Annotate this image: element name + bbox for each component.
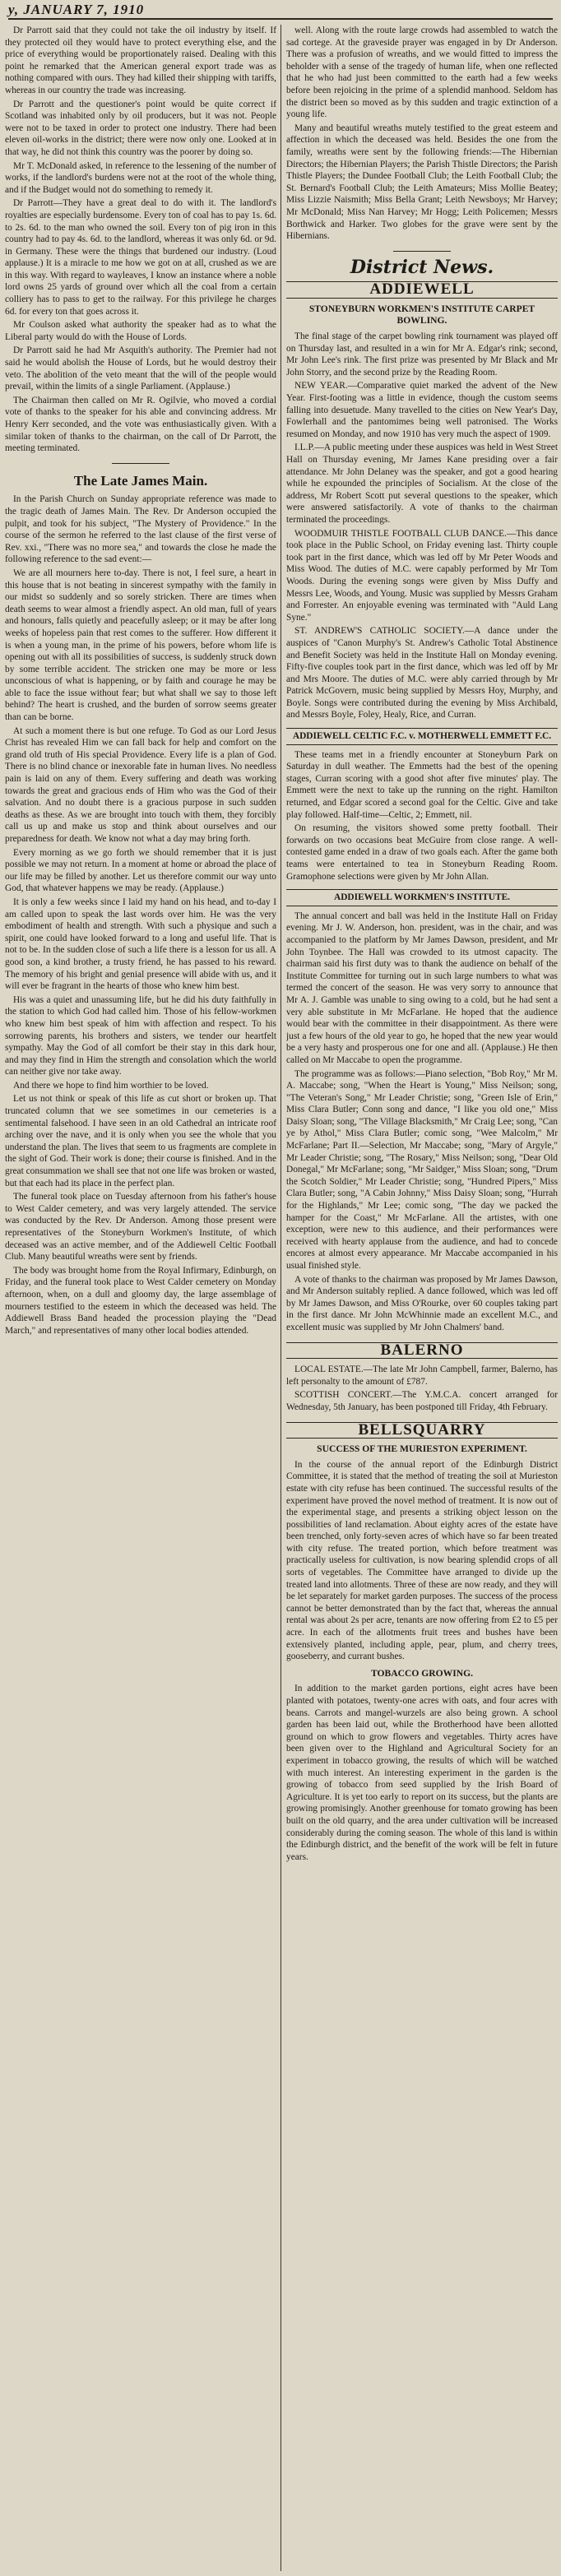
article-paragraph: The body was brought home from the Royal Infirmary, Edinburgh, on Friday, and the funeral took place to West Calder cemetery on Monday afternoon, when, on a dull and gloomy day, the large assemblage of mourners testified to the esteem in which the deceased was held. The Addiewell Brass Band headed the procession playing the "Dead March," and representatives of many other local bodies attended. xyxy=(5,1265,276,1336)
place-heading-balerno: BALERNO xyxy=(286,1342,558,1360)
subheading-celtic-match: ADDIEWELL CELTIC F.C. v. MOTHERWELL EMMETT F.C. xyxy=(286,728,558,745)
article-paragraph: It is only a few weeks since I laid my hand on his head, and to-day I am called upon to speak the last words over him. He was the very embodiment of health and strength. With such a physique and such a spirit, one could have looked forward to a long and useful life. That is not to be. In the sudden close of such a life there is a lesson for us all. A good son, a kind brother, a trusty friend, he has passed to his reward. The memory of his bright and genial presence will abide with us, and it will ever be fragrant in the hearts of those who knew him best. xyxy=(5,897,276,992)
article-paragraph: Mr Coulson asked what authority the speaker had as to what the Liberal party would do with the House of Lords. xyxy=(5,320,276,342)
right-column xyxy=(286,25,558,2573)
article-heading-late-james-main: The Late James Main. xyxy=(73,472,208,489)
article-paragraph: LOCAL ESTATE.—The late Mr John Campbell, farmer, Balerno, has left personalty to the amount of £787. xyxy=(286,1364,558,1387)
article-paragraph: In the course of the annual report of the Edinburgh District Committee, it is stated that the method of treating the soil at Murieston estate with city refuse has been continued. The successful results of the experiment have proved the novel method of treatment. It is now out of the experimental stage, and presents a striking object lesson on the possibilities of land reclamation. About eighty acres of the estate have been trenched, only forty-seven acres of which have so far been treated with city refuse. The treated portion, which before treatment was practically useless for cultivation, is now bearing splendid crops of all sorts of vegetables. The Committee have arranged to divide up the treated land into allotments. Three of these are now ready, and they will be let separately for market garden purposes. The success of the process cannot be better demonstrated than by the fact that, whereas the annual rental was about 2s per acre, tenants are now offering from £2 to £5 per acre. In each of the allotments fruit trees and bushes have been extensively planted, including apple, pear, plum, and cherry trees, gooseberry, and currant bushes. xyxy=(286,1459,558,1662)
article-paragraph: Dr Parrott and the questioner's point would be quite correct if Scotland was inhabited only by oil producers, but it was not. People were not to be taxed in order to protect one industry. There had been eleven oil-works in the district; there were now only one. Looked at in that way, he did not think this country was the poorer by doing so. xyxy=(5,99,276,157)
article-paragraph: The Chairman then called on Mr R. Ogilvie, who moved a cordial vote of thanks to the speaker for his able and convincing address. Mr Henry Kerr seconded, and the vote was enthusiastically given. With a similar token of thanks to the chairman, on the call of Dr Parrott, the meeting terminated. xyxy=(5,395,276,454)
article-paragraph: The funeral took place on Tuesday afternoon from his father's house to West Calder cemetery, and was very largely attended. The service was conducted by the Rev. Dr Anderson. Among those present were representatives of the Stoneyburn Workmen's Institute, of which deceased was an active member, and of the Addiewell Celtic Football Club. Many beautiful wreaths were sent by friends. xyxy=(5,1192,276,1263)
subheading-murieston-experiment: SUCCESS OF THE MURIESTON EXPERIMENT. xyxy=(317,1443,527,1455)
column-divider xyxy=(280,25,281,2571)
article-paragraph: On resuming, the visitors showed some pretty football. Their forwards on two occasions beat McGuire from close range. A well-contested game ended in a draw of two goals each. After the game both teams were entertained to tea in Stoneyburn Reading Room. Gramophone selections were given by Mr John Allan. xyxy=(286,823,558,882)
article-paragraph: Mr T. McDonald asked, in reference to the lessening of the number of works, if the landlord's burdens were not at the root of the whole thing, and if the Budget would not do something to remedy it. xyxy=(5,160,276,195)
article-paragraph: ST. ANDREW'S CATHOLIC SOCIETY.—A dance under the auspices of "Canon Murphy's St. Andrew's Catholic Total Abstinence and Benefit Society was held in the Institute Hall on Monday evening. Fifty-five couples took part in the first dance, which was led off by Mr and Mrs Moore. The duties of M.C. were ably carried through by Mr Patrick McGovern, music being supplied by Messrs Hoy, Murphy, and Boyle. Songs were contributed during the evening by Miss Archibald, and Messrs Boyle, Foley, Healy, Rice, and Curran. xyxy=(286,626,558,720)
article-paragraph: WOODMUIR THISTLE FOOTBALL CLUB DANCE.—This dance took place in the Public School, on Friday evening last. Thirty couple took part in the first dance, which was led off by Mr Peter Woods and Miss Wood. The duties of M.C. were capably performed by Mr Tom Woods. During the evening songs were given by Miss Duffy and Messrs Lee, Woods, and Young. Music was supplied by Messrs Graham and Forrester. An enjoyable evening was terminated with "Auld Lang Syne." xyxy=(286,528,558,623)
article-paragraph: SCOTTISH CONCERT.—The Y.M.C.A. concert arranged for Wednesday, 5th January, has been postponed till Friday, 4th February. xyxy=(286,1390,558,1412)
page-masthead: y, JANUARY 7, 1910 xyxy=(8,2,553,20)
district-news-heading: District News. xyxy=(350,256,494,278)
place-heading-addiewell: ADDIEWELL xyxy=(286,281,558,299)
subheading-carpet-bowling: STONEYBURN WORKMEN'S INSTITUTE CARPET BOWLING. xyxy=(308,303,536,327)
article-paragraph: These teams met in a friendly encounter at Stoneyburn Park on Saturday in dull weather. The Emmetts had the best of the opening stages, Curran scoring with a good shot after five minutes' play. The Emmett were the next to take up the running on the right. Hamilton returned, and Edgar scored a second goal for the Celtic. Give and take play followed. Half-time—Celtic, 2; Emmett, nil. xyxy=(286,749,558,820)
article-paragraph: In addition to the market garden portions, eight acres have been planted with potatoes, twenty-one acres with oats, and four acres with beans. Carrots and mangel-wurzels are also being grown. A school garden has been laid out, while the Brotherhood have been allotted ground on which to grow flowers and vegetables. Thirty acres have been given over to the Highland and Agricultural Society for an experiment in tobacco growing, the results of which will be watched with much interest. An interesting experiment in the garden is the growing of tobacco from seed supplied by the Irish Board of Agriculture. It is yet too early to report on its success, but the plants are growing promisingly. Another greenhouse for tomato growing has been built on the old quarry, and the area under cultivation will be increased considerably during the coming season. The whole of this land is within the Edinburgh district, and the benefit of the work will be felt in future years. xyxy=(286,1684,558,1862)
article-paragraph: Many and beautiful wreaths mutely testified to the great esteem and affection in which the deceased was held. Besides the one from the family, wreaths were sent by the following friends:—The Hibernian Directors; the Hibernian Players; the Parish Thistle Directors; the Parish Thistle Players; the Dundee Football Club; the Leith Football Club; the St. Bernard's Football Club; the Leith Amateurs; Miss Mollie Beatey; Miss Lizzie Naismith; Miss Bella Grant; Leith Newsboys; Mr Harvey; Mr McDonald; Miss Nan Harvey; Mr Hogg; Leith Policemen; Messrs Borthwick and Harker. Two globes for the grave were sent by the Hibernians. xyxy=(286,123,558,242)
article-paragraph: Dr Parrott—They have a great deal to do with it. The landlord's royalties are especially burdensome. Every ton of coal has to pay 1s. 6d. to 2s. 6d. to the man who owned the soil. Every ton of pig iron in this country had to pay 4s. 6d. to the landlord, whereas it was only 6d. or 9d. in Germany. These were the things that burdened our industry. (Loud applause.) It is a miracle to me how we got on at all, crushed as we are in this way. With regard to wayleaves, I know an instance where a noble lord owns 25 yards of ground over which all the coal from a certain colliery has to pass to get to the railway. For this privilege he charges 6d. for every ton that goes across it. xyxy=(5,198,276,317)
place-heading-bellsquarry: BELLSQUARRY xyxy=(286,1422,558,1439)
article-paragraph: Dr Parrott said he had Mr Asquith's authority. The Premier had not said he would abolish the House of Lords, but he would destroy their veto. The abolition of the veto meant that the will of the people would prevail, within the limits of a single Parliament. (Applause.) xyxy=(5,345,276,392)
article-paragraph: At such a moment there is but one refuge. To God as our Lord Jesus Christ has revealed Him we can fall back for help and comfort on the grand old truth of His special Providence. Every life is a plan of God. There is no blind chance or inexorable fate in human lives. No needless pain is laid on any of them. Every suffering and death was working towards the great and gracious ends of Him who was the God of their salvation. And no doubt there is a gracious purpose in such sudden deaths as these. As we are brought into touch with them, they forcibly call us up and make us stop and think about ourselves and our preparedness for death. We know not what a day may bring forth. xyxy=(5,725,276,844)
article-paragraph: His was a quiet and unassuming life, but he did his duty faithfully in the station to which God had called him. Those of his fellow-workmen who knew him best speak of him with affection and respect. To his sorrowing parents, his brothers and sisters, we tender our heartfelt sympathy. May the God of all comfort be their stay in this dark hour, and may they find in Him the strength and consolation which the world can neither give nor take away. xyxy=(5,994,276,1077)
article-paragraph: Dr Parrott said that they could not take the oil industry by itself. If they protected oil they would have to protect everything else, and the price of everything would be proportionately raised. Dealing with this point he remarked that the American general export trade was as nothing compared with ours. They had killed their shipping with tariffs, whereas in our country the trade was increasing. xyxy=(5,25,276,95)
article-paragraph: The final stage of the carpet bowling rink tournament was played off on Thursday last, and resulted in a win for Mr A. Edgar's rink; second, Mr John Lee's rink. The first prize was presented by Mr Black and Mr John Storry, and the second prize by the Reading Room. xyxy=(286,331,558,378)
article-paragraph: And there we hope to find him worthier to be loved. xyxy=(13,1080,209,1091)
article-paragraph: A vote of thanks to the chairman was proposed by Mr James Dawson, and Mr Anderson suitably replied. A dance followed, which was led off by Mr James Dawson, and Miss O'Rourke, over 60 couples taking part in the first dance. Mr John McWhinnie made an excellent M.C., and excellent music was supplied by Mr John Chalmers' band. xyxy=(286,1274,558,1332)
article-paragraph: The programme was as follows:—Piano selection, "Bob Roy," Mr M. A. Maccabe; song, "When the Heart is Young," Miss Neilson; song, "The Veteran's Song," Mr Leader Christie; song, "Green Isle of Erin," Miss Clara Butler; Conn song and dance, "I like you old one," Miss Daisy Sloan; song, "The Village Blacksmith," Mr Craig Lee; song, "Can ye by Athol," Miss Clara Butler; comic song, "Wee Malcolm," Mr McFarlane; Part II.—Selection, Mr Maccabe; song, "Mary of Argyle," Mr Leader Christie; song, "The Rosary," Miss Neilson; song, "Dear Old Donegal," Mr McFarlane; song, "Mr Saidger," Miss Sloan; song, "Drum the Scotch Soldier," Mr Leader Christie; song, "Hundred Pipers," Miss Clara Butler; song, "A Cabin Johnny," Miss Daisy Sloan; song, "Hurrah for the Highlands," Mr Lee; comic song, "The day we packed the hamper for the Coast," Mr McFarlane. All the artistes, with one exception, were new to this audience, and their performances were received with hearty applause from the audience, and had to concede encores at almost every appearance. Mr Maccabe accompanied in his usual finished style. xyxy=(286,1068,558,1271)
article-paragraph: Every morning as we go forth we should remember that it is just possible we may not return. In a moment at home or abroad the place of our life may be filled by another. Let us therefore commit our way unto God, that whatever happens we may be ready. (Applause.) xyxy=(5,847,276,894)
article-paragraph: We are all mourners here to-day. There is not, I feel sure, a heart in this house that is not beating in sincerest sympathy with the family in our midst so suddenly and so sorely stricken. There are times when death seems to wear almost a friendly aspect. An old man, full of years and honours, falls quietly and peacefully asleep; or it may be after long weeks of hopeless pain that rest comes to the sufferer. How different it is when a young man, in the prime of his powers, before whom life is opening out with all its possibilities of success, is suddenly struck down by some terrible accident. The stricken one may be more or less unconscious of what is happening, or by faith and courage he may be able to face the issue without fear; but what shall we say to those left behind? The heart is crushed, and the burden of sorrow seems greater than can be borne. xyxy=(5,568,276,723)
article-paragraph: NEW YEAR.—Comparative quiet marked the advent of the New Year. First-footing was a little in evidence, though the custom seems falling into desuetude. Many travelled to the cities on New Year's Day, Fowlerhall and the pantomimes being well patronised. The Works resumed on Monday, and now 1910 has very much the aspect of 1909. xyxy=(286,381,558,439)
article-paragraph: The annual concert and ball was held in the Institute Hall on Friday evening. Mr J. W. Anderson, hon. president, was in the chair, and was accompanied to the platform by Mr James Dawson, president, and Mr John Toynbee. The Hall was crowded to its utmost capacity. The chairman said his first duty was to thank the audience on behalf of the Institute Committee for turning out in such large numbers to what was termed the concert of the season. He was very sorry to announce that Mr A. J. Gamble was unable to sing owing to a cold, but he had sent a very able substitute in Mr McFarlane. He hoped that the audience would bear with the committee in their disappointment. As there were just a few hours of the old year to go, he hoped that the new year would be a very hasty and prosperous one for one and all. (Applause.) He then called on Mr Maccabe to open the programme. xyxy=(286,910,558,1065)
subheading-workmens-institute: ADDIEWELL WORKMEN'S INSTITUTE. xyxy=(286,889,558,906)
section-divider xyxy=(393,251,451,252)
left-column xyxy=(5,25,276,2573)
section-divider xyxy=(112,463,169,464)
subheading-tobacco-growing: TOBACCO GROWING. xyxy=(370,1667,474,1679)
article-paragraph: I.L.P.—A public meeting under these auspices was held in West Street Hall on Thursday evening, Mr James Kane presiding over a fair attendance. Mr John Delaney was the speaker, and got a good hearing while he expounded the principles of Socialism. At the close of the address, Mr Robert Scott put several questions to the speaker, which were answered satisfactorily. A vote of thanks to the chairman terminated the proceedings. xyxy=(286,442,558,525)
article-paragraph: Let us not think or speak of this life as cut short or broken up. That truncated column that we see sometimes in our cemeteries is a sentimental falsehood. I have seen in an old Cathedral an intricate roof arching over the nave, and it is only when you see the whole that you understand the plan. The lives that seem to us fragments are complete in the sight of God. Their work is done; their course is finished. And in the great consummation we shall see that not one life was broken or wasted, but that each had its place in the perfect plan. xyxy=(5,1094,276,1188)
article-paragraph: well. Along with the route large crowds had assembled to watch the sad cortege. At the graveside prayer was engaged in by Dr Anderson. There was a profusion of wreaths, and we would fitted to impress the beholder with a sense of the tragedy of human life, when one reflected that he who had just been committed to the earth had a few weeks before been rejoicing in the prime of a splendid manhood. Seldom has the district been so moved as by this sudden and tragic extinction of a young life. xyxy=(286,25,558,120)
article-paragraph: In the Parish Church on Sunday appropriate reference was made to the tragic death of James Main. The Rev. Dr Anderson occupied the pulpit, and took for his subject, "The Mystery of Providence." In the course of the sermon he referred to the last clause of the first verse of Rev. xxi., "There was no more sea," and towards the close he made the following reference to the sad event:— xyxy=(5,494,276,565)
